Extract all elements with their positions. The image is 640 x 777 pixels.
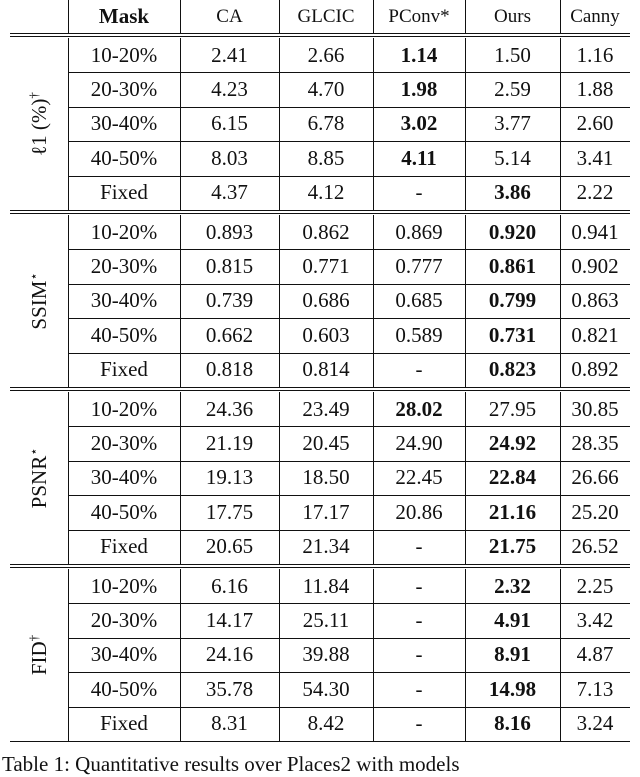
column-rule (373, 215, 374, 387)
value-cell: 4.11 (401, 145, 437, 170)
value-cell: 8.42 (307, 711, 345, 736)
value-cell: 2.66 (307, 42, 345, 67)
value-cell: 4.91 (494, 608, 531, 633)
value-cell: 21.19 (205, 431, 254, 456)
value-cell: 0.771 (302, 254, 350, 279)
value-cell: 26.66 (571, 465, 619, 490)
value-cell: - (415, 676, 423, 701)
value-cell: - (415, 180, 423, 205)
column-header: CA (216, 5, 243, 27)
value-cell: 20.86 (395, 499, 443, 524)
metric-group-label (26, 272, 52, 329)
column-rule (560, 215, 561, 387)
value-cell: 1.16 (576, 42, 614, 67)
section-rule (10, 390, 630, 391)
value-cell: 25.11 (302, 608, 350, 633)
column-rule (373, 38, 374, 210)
value-cell: 22.84 (488, 465, 537, 490)
value-cell: 4.70 (307, 77, 345, 102)
value-cell: 0.799 (488, 288, 537, 313)
mask-cell: 20-30% (90, 77, 158, 102)
mask-cell: 30-40% (90, 642, 158, 667)
value-cell: 28.02 (395, 396, 443, 421)
value-cell: 20.45 (302, 431, 350, 456)
value-cell: 22.45 (395, 465, 443, 490)
value-cell: 2.22 (576, 180, 614, 205)
metric-group-label (26, 635, 52, 675)
value-cell: 0.685 (395, 288, 443, 313)
value-cell: 2.25 (576, 573, 614, 598)
column-rule (68, 392, 69, 564)
value-cell: 0.739 (205, 288, 254, 313)
value-cell: 24.92 (488, 431, 537, 456)
value-cell: 20.65 (205, 534, 254, 559)
mask-cell: 40-50% (90, 499, 158, 524)
value-cell: 4.12 (307, 180, 345, 205)
column-rule (68, 38, 69, 210)
value-cell: 4.87 (576, 642, 614, 667)
mask-cell: 20-30% (90, 431, 158, 456)
mask-cell: 10-20% (90, 396, 158, 421)
value-cell: 21.34 (302, 534, 350, 559)
value-cell: 8.03 (211, 145, 248, 170)
column-rule (180, 215, 181, 387)
column-rule (560, 38, 561, 210)
value-cell: 54.30 (302, 676, 350, 701)
mask-cell: 20-30% (90, 254, 158, 279)
value-cell: 0.861 (488, 254, 537, 279)
column-rule (465, 569, 466, 741)
mask-cell: Fixed (100, 357, 148, 382)
section-rule (10, 387, 630, 388)
value-cell: - (415, 642, 423, 667)
value-cell: 3.24 (576, 711, 614, 736)
value-cell: 8.31 (211, 711, 248, 736)
value-cell: 0.589 (395, 322, 443, 347)
column-rule (180, 0, 181, 33)
value-cell: 2.41 (211, 42, 248, 67)
value-cell: 25.20 (571, 499, 619, 524)
value-cell: 28.35 (571, 431, 619, 456)
value-cell: 3.42 (576, 608, 614, 633)
value-cell: 4.37 (211, 180, 248, 205)
column-rule (68, 0, 69, 33)
column-rule (180, 569, 181, 741)
value-cell: 2.60 (576, 111, 614, 136)
bottom-rule (10, 741, 630, 742)
value-cell: 3.41 (576, 145, 614, 170)
column-rule (560, 392, 561, 564)
value-cell: 24.36 (205, 396, 254, 421)
metric-name: ℓ1 (%) (27, 98, 51, 156)
column-rule (279, 38, 280, 210)
value-cell: 21.75 (488, 534, 537, 559)
value-cell: 14.17 (205, 608, 254, 633)
value-cell: 1.88 (576, 77, 614, 102)
section-rule (10, 210, 630, 211)
column-rule (373, 569, 374, 741)
mask-cell: 30-40% (90, 288, 158, 313)
value-cell: 3.02 (400, 111, 438, 136)
mask-cell: 20-30% (90, 608, 158, 633)
value-cell: 0.821 (571, 322, 619, 347)
mask-cell: 40-50% (90, 322, 158, 347)
value-cell: 35.78 (205, 676, 254, 701)
column-rule (180, 38, 181, 210)
mask-cell: 30-40% (90, 111, 158, 136)
column-rule (465, 0, 466, 33)
section-rule (10, 564, 630, 565)
metric-name: PSNR (27, 455, 51, 509)
column-rule (279, 215, 280, 387)
mask-cell: 30-40% (90, 465, 158, 490)
value-cell: 0.686 (302, 288, 350, 313)
metric-marker: ⋆ (26, 447, 41, 456)
value-cell: 0.920 (488, 219, 537, 244)
mask-cell: 40-50% (90, 145, 158, 170)
column-rule (180, 392, 181, 564)
mask-cell: 10-20% (90, 573, 158, 598)
value-cell: 17.75 (205, 499, 254, 524)
column-rule (465, 38, 466, 210)
column-rule (279, 392, 280, 564)
value-cell: 23.49 (302, 396, 350, 421)
value-cell: 3.77 (494, 111, 531, 136)
mask-cell: Fixed (100, 711, 148, 736)
section-rule (10, 213, 630, 214)
value-cell: - (415, 608, 423, 633)
value-cell: - (415, 573, 423, 598)
column-rule (373, 0, 374, 33)
value-cell: 1.50 (494, 42, 531, 67)
column-rule (465, 215, 466, 387)
value-cell: - (415, 534, 423, 559)
value-cell: - (415, 711, 423, 736)
column-header: PConv* (388, 5, 450, 27)
mask-cell: Fixed (100, 534, 148, 559)
value-cell: 1.98 (400, 77, 438, 102)
value-cell: 26.52 (571, 534, 619, 559)
value-cell: 0.731 (488, 322, 537, 347)
value-cell: 4.23 (211, 77, 248, 102)
value-cell: 21.16 (488, 499, 537, 524)
mask-cell: 40-50% (90, 676, 158, 701)
value-cell: 0.863 (571, 288, 619, 313)
value-cell: 0.818 (205, 357, 254, 382)
value-cell: 8.16 (494, 711, 531, 736)
metric-group-label (26, 92, 52, 156)
value-cell: 0.941 (571, 219, 619, 244)
value-cell: 24.16 (205, 642, 254, 667)
column-rule (279, 569, 280, 741)
metric-marker: † (26, 92, 41, 99)
metric-name: FID (27, 641, 51, 676)
metric-marker: ⋆ (26, 272, 41, 281)
mask-cell: Fixed (100, 180, 148, 205)
value-cell: 39.88 (302, 642, 350, 667)
value-cell: 0.777 (395, 254, 443, 279)
section-rule (10, 36, 630, 37)
value-cell: 0.902 (571, 254, 619, 279)
value-cell: 0.662 (205, 322, 254, 347)
column-rule (279, 0, 280, 33)
value-cell: 2.59 (494, 77, 531, 102)
column-rule (560, 0, 561, 33)
value-cell: 3.86 (494, 180, 531, 205)
column-header: Mask (98, 4, 150, 28)
value-cell: 6.78 (307, 111, 345, 136)
column-header: GLCIC (297, 5, 355, 27)
value-cell: 1.14 (400, 42, 438, 67)
column-rule (68, 569, 69, 741)
value-cell: 30.85 (571, 396, 619, 421)
value-cell: 8.85 (307, 145, 345, 170)
value-cell: 7.13 (576, 676, 614, 701)
value-cell: 18.50 (302, 465, 350, 490)
section-rule (10, 567, 630, 568)
value-cell: 19.13 (205, 465, 254, 490)
value-cell: 5.14 (494, 145, 531, 170)
section-rule (10, 33, 630, 34)
column-rule (68, 215, 69, 387)
column-header: Ours (494, 5, 531, 27)
value-cell: 27.95 (488, 396, 537, 421)
value-cell: 0.815 (205, 254, 254, 279)
value-cell: 0.862 (302, 219, 350, 244)
value-cell: 6.16 (211, 573, 248, 598)
value-cell: 0.893 (205, 219, 254, 244)
mask-cell: 10-20% (90, 42, 158, 67)
value-cell: 0.869 (395, 219, 443, 244)
column-header: Canny (570, 5, 620, 27)
mask-cell: 10-20% (90, 219, 158, 244)
column-rule (465, 392, 466, 564)
value-cell: 0.603 (302, 322, 350, 347)
value-cell: 6.15 (211, 111, 248, 136)
value-cell: 17.17 (302, 499, 350, 524)
column-rule (373, 392, 374, 564)
value-cell: 2.32 (494, 573, 531, 598)
value-cell: 0.814 (302, 357, 350, 382)
value-cell: 14.98 (488, 676, 537, 701)
metric-marker: † (26, 634, 41, 642)
value-cell: 11.84 (302, 573, 350, 598)
column-rule (560, 569, 561, 741)
value-cell: - (415, 357, 423, 382)
value-cell: 8.91 (494, 642, 531, 667)
value-cell: 0.892 (571, 357, 619, 382)
metric-name: SSIM (27, 280, 51, 330)
table-caption: Table 1: Quantitative results over Places2 with models (2, 752, 460, 776)
metric-group-label (26, 448, 52, 509)
value-cell: 24.90 (395, 431, 443, 456)
value-cell: 0.823 (488, 357, 537, 382)
